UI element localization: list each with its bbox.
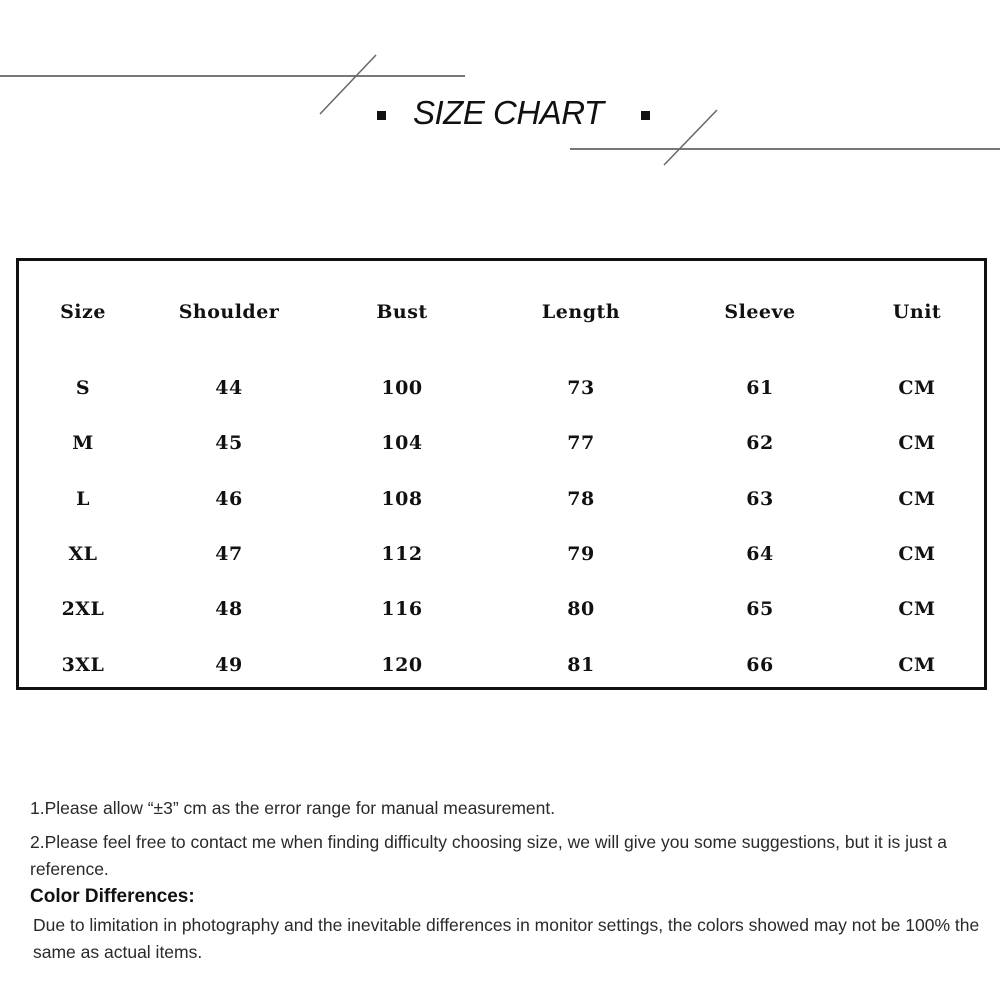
table-cell: M (72, 432, 94, 454)
table-cell: 104 (381, 432, 423, 454)
table-cell: CM (898, 432, 936, 454)
table-cell: 49 (215, 654, 243, 676)
table-cell: 62 (746, 432, 774, 454)
title-area (0, 92, 1000, 142)
table-cell: 66 (746, 654, 774, 676)
table-cell: 3XL (61, 654, 105, 676)
table-cell: 47 (215, 543, 243, 565)
table-cell: 61 (746, 377, 774, 399)
color-differences-heading: Color Differences: (30, 886, 195, 907)
table-cell: 116 (381, 598, 423, 620)
table-cell: CM (898, 488, 936, 510)
table-cell: 77 (567, 432, 595, 454)
table-cell: 45 (215, 432, 243, 454)
column-header-sleeve: Sleeve (724, 301, 796, 323)
note-contact-seller: 2.Please feel free to contact me when finding difficulty choosing size, we will give you some suggestions, but it is just a reference. (30, 832, 947, 879)
table-cell: 63 (746, 488, 774, 510)
size-table (16, 258, 987, 690)
note-measurement-error: 1.Please allow “±3” cm as the error range for manual measurement. (30, 798, 556, 818)
table-cell: 73 (567, 377, 595, 399)
table-cell: 46 (215, 488, 243, 510)
column-header-shoulder: Shoulder (178, 301, 280, 323)
table-cell: CM (898, 543, 936, 565)
table-cell: 80 (567, 598, 595, 620)
table-cell: XL (68, 543, 98, 565)
table-cell: 120 (381, 654, 423, 676)
title-bullet-right (641, 111, 650, 120)
column-header-unit: Unit (892, 301, 942, 323)
color-differences-text: Due to limitation in photography and the inevitable differences in monitor settings, the colors showed may not be 100% the same as actual items. (33, 915, 980, 962)
table-cell: 2XL (61, 598, 105, 620)
column-header-bust: Bust (376, 301, 428, 323)
column-header-size: Size (60, 301, 106, 323)
table-cell: 81 (567, 654, 595, 676)
table-cell: S (75, 377, 91, 399)
table-cell: 79 (567, 543, 595, 565)
table-cell: 64 (746, 543, 774, 565)
table-cell: CM (898, 377, 936, 399)
table-cell: L (76, 488, 90, 510)
table-cell: 78 (567, 488, 595, 510)
table-cell: CM (898, 598, 936, 620)
title-bullet-left (377, 111, 386, 120)
table-cell: 108 (381, 488, 423, 510)
page-title: SIZE CHART (413, 94, 604, 131)
table-cell: 100 (381, 377, 423, 399)
table-cell: 112 (381, 543, 423, 565)
table-cell: 65 (746, 598, 774, 620)
table-cell: 44 (215, 377, 243, 399)
column-header-length: Length (541, 301, 621, 323)
table-cell: 48 (215, 598, 243, 620)
table-cell: CM (898, 654, 936, 676)
